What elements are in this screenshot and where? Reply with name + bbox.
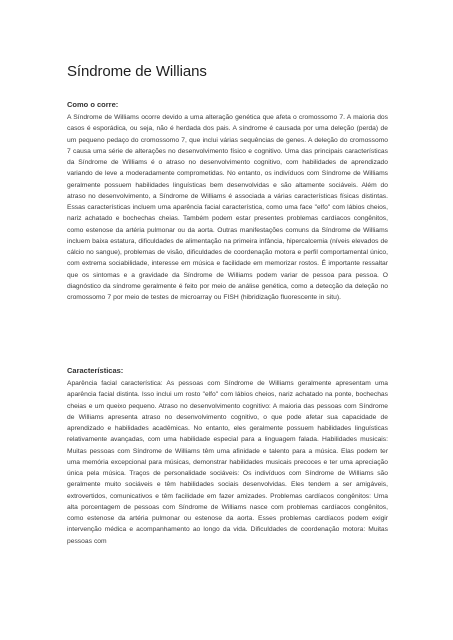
section-body-caracteristicas: Aparência facial característica: As pessoas com Síndrome de Williams geralmente apresentam uma aparência facial distinta. Isso inclui um rosto "elfo" com lábios cheios, nariz achatado na ponte, bochechas cheias e um queixo pequeno. Atraso no desenvolvimento cognitivo: A maioria das pessoas com Síndrome de Williams apresenta atraso no desenvolvimento cognitivo, o que pode afetar sua capacidade de aprendizado e habilidades acadêmicas. No entanto, eles geralmente possuem habilidades linguísticas relativamente avançadas, com uma habilidade especial para a linguagem falada. Habilidades musicais: Muitas pessoas com Síndrome de Williams têm uma afinidade e talento para a música. Elas podem ter uma memória excepcional para músicas, demonstrar habilidades musicais precoces e ter uma apreciação única pela música. Traços de personalidade sociáveis: Os indivíduos com Síndrome de Williams são geralmente muito sociáveis e têm habilidades sociais desenvolvidas. Eles tendem a ser amigáveis, extrovertidos, comunicativos e têm facilidade em fazer amizades. Problemas cardíacos congênitos: Uma alta porcentagem de pessoas com Síndrome de Williams nasce com problemas cardíacos congênitos, como estenose da artéria pulmonar ou estenose da aorta. Esses problemas cardíacos podem exigir intervenção médica e acompanhamento ao longo da vida. Dificuldades de coordenação motora: Muitas pessoas com xyxy=(67,380,388,545)
section-body-como-ocorre: A Síndrome de Williams ocorre devido a uma alteração genética que afeta o cromossomo 7. A maioria dos casos é esporádica, ou seja, não é herdada dos pais. A síndrome é causada por uma deleção (perda) de um pequeno pedaço do cromossomo 7, que inclui várias sequências de genes. A deleção do cromossomo 7 causa uma série de alterações no desenvolvimento físico e cognitivo. Uma das principais características da Síndrome de Williams é o atraso no desenvolvimento cognitivo, com habilidades de aprendizado variando de leve a moderadamente comprometidas. No entanto, os indivíduos com Síndrome de Williams geralmente possuem habilidades linguísticas bem desenvolvidas e são altamente sociáveis. Além do atraso no desenvolvimento, a Síndrome de Williams é associada a várias características físicas distintas. Essas características incluem uma aparência facial característica, como uma face "elfo" com lábios cheios, nariz achatado e bochechas cheias. Também podem estar presentes problemas cardíacos congênitos, como estenose da artéria pulmonar ou da aorta. Outras manifestações comuns da Síndrome de Williams incluem baixa estatura, dificuldades de alimentação na primeira infância, hipercalcemia (níveis elevados de cálcio no sangue), problemas de visão, dificuldades de coordenação motora e perfil comportamental único, com extrema sociabilidade, interesse em música e facilidade em memorizar rostos. É importante ressaltar que os sintomas e a gravidade da Síndrome de Williams podem variar de pessoa para pessoa. O diagnóstico da síndrome geralmente é feito por meio de análise genética, como a detecção da deleção no cromossomo 7 por meio de testes de microarray ou FISH (hibridização fluorescente in situ). xyxy=(67,114,388,301)
section-heading-como-ocorre: Como o corre: xyxy=(67,100,119,109)
document-title: Síndrome de Willians xyxy=(67,63,207,80)
section-heading-caracteristicas: Características: xyxy=(67,366,124,375)
